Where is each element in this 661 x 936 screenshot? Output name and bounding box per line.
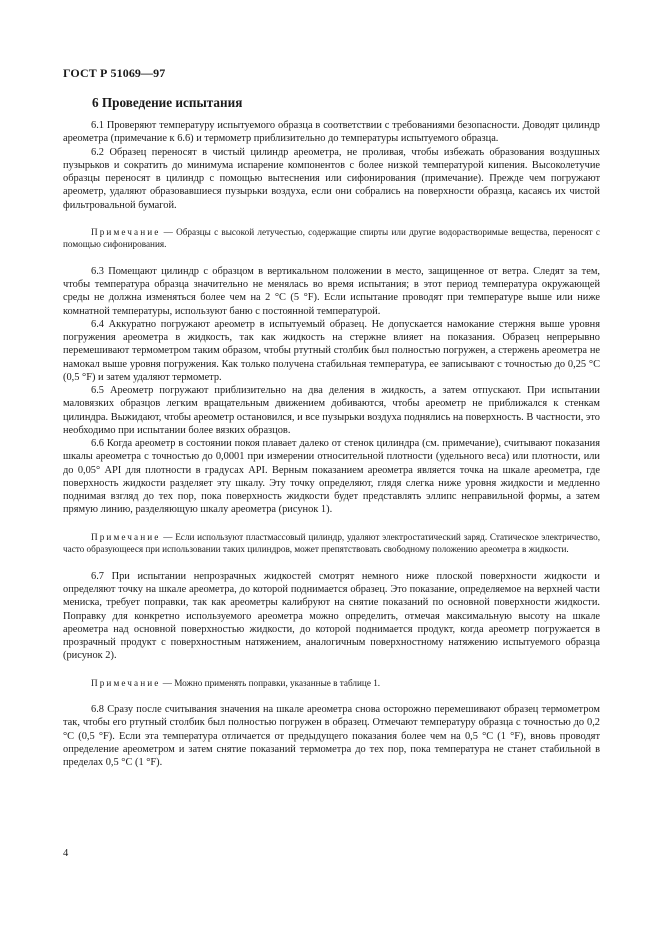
document-code: ГОСТ Р 51069—97 [63, 66, 166, 80]
note-2 [63, 531, 600, 556]
section-body [63, 119, 600, 769]
note-1 [63, 226, 600, 251]
note-label: Примечание [91, 226, 161, 237]
paragraph-6-2: 6.2 Образец переносят в чистый цилиндр ареометра, не проливая, чтобы избежать образования воздушных пузырьков и сократить до минимума испарение компонентов с более низкой температурой кипения. Высоколетучие образцы переносят в цилиндр с помощью вытеснения или сифонирования (примечание). Прежде чем погружают ареометр, удаляют образовавшиеся пузырьки воздуха, если они собрались на поверхности образца, касаясь их чистой фильтровальной бумагой. [63, 146, 600, 211]
paragraph-6-4: 6.4 Аккуратно погружают ареометр в испытуемый образец. Не допускается намокание стержня выше уровня погружения ареометра в жидкость, так как жидкость на стержне влияет на показания. Образец непрерывно перемешивают термометром таким образом, чтобы ртутный столбик был полностью погружен, а стержень ареометра не намокал выше уровня погружения. Как только получена стабильная температура, ее записывают с точностью до 0,25 °С (0,5 °F) и затем удаляют термометр. [63, 318, 600, 383]
note-label: Примечание [91, 677, 161, 688]
note-text: — Образцы с высокой летучестью, содержащие спирты или другие водорастворимые вещества, переносят с помощью сифонирования. [63, 226, 600, 250]
paragraph-6-3: 6.3 Помещают цилиндр с образцом в вертикальном положении в место, защищенное от ветра. Следят за тем, чтобы температура образца значительно не менялась во время испытания; в этот период температура окружающей среды не должна изменяться более чем на 2 °С (5 °F). Если испытание проводят при температуре выше или ниже комнатной температуры, используют баню с постоянной температурой. [63, 265, 600, 317]
note-label: Примечание [91, 531, 161, 542]
note-text: — Можно применять поправки, указанные в таблице 1. [160, 677, 381, 688]
paragraph-6-5: 6.5 Ареометр погружают приблизительно на два деления в жидкость, а затем отпускают. При испытании маловязких образцов легким вращательным движением добиваются, чтобы ареометр не приближался к стенкам цилиндра. Выжидают, чтобы ареометр остановился, и все пузырьки воздуха поднялись на поверхность. В частности, это необходимо при испытании более вязких образцов. [63, 385, 600, 436]
paragraph-6-8: 6.8 Сразу после считывания значения на шкале ареометра снова осторожно перемешивают образец термометром так, чтобы его ртутный столбик был полностью погружен в образец. Отмечают температуру образца с точностью до 0,2 °С (0,5 °F). Если эта температура отличается от предыдущего показания более чем на 0,5 °С (1 °F), вновь проводят определение ареометром и затем снятие показаний термометра до тех пор, пока температура не станет стабильной в пределах 0,5 °С (1 °F). [63, 704, 600, 769]
paragraph-6-1: 6.1 Проверяют температуру испытуемого образца в соответствии с требованиями безопасности. Доводят цилиндр ареометра (примечание к 6.6) и термометр приблизительно до температуры испытуемого образца. [63, 120, 600, 145]
page-number: 4 [63, 848, 69, 859]
note-3 [63, 677, 600, 690]
note-text: — Если используют пластмассовый цилиндр, удаляют электростатический заряд. Статическое электричество, часто образующееся при использовании таких цилиндров, может препятствовать свободному положению ареометра в жидкости. [63, 531, 600, 555]
paragraph-6-7: 6.7 При испытании непрозрачных жидкостей смотрят немного ниже плоской поверхности жидкости и определяют точку на шкале ареометра, до которой поднимается образец. Это показание, определяемое на верхней части мениска, требует поправки, так как ареометры калибруют на снятие показаний по основной поверхности жидкости. Поправку для конкретно используемого ареометра можно определить, отмечая максимальную высоту на шкале ареометра над основной поверхностью жидкости, до которой поднимается продукт, когда ареометр погружается в прозрачный продукт с поверхностным натяжением, аналогичным поверхностному натяжению испытуемого образца (рисунок 2). [63, 570, 600, 662]
section-title: 6 Проведение испытания [92, 95, 243, 110]
paragraph-6-6: 6.6 Когда ареометр в состоянии покоя плавает далеко от стенок цилиндра (см. примечание), считывают показания шкалы ареометра с точностью до 0,0001 при измерении относительной плотности (удельного веса) или плотности, или до 0,05° API для плотности в градусах API. Верным показанием ареометра является точка на шкале ареометра, где поверхность жидкости разделяет эту шкалу. Эту точку определяют, глядя слегка ниже уровня жидкости и медленно поднимая взгляд до тех пор, пока поверхность жидкости будет представлять эллипс неправильной формы, а затем прямую линию, разделяющую шкалу ареометра (рисунок 1). [63, 438, 600, 516]
